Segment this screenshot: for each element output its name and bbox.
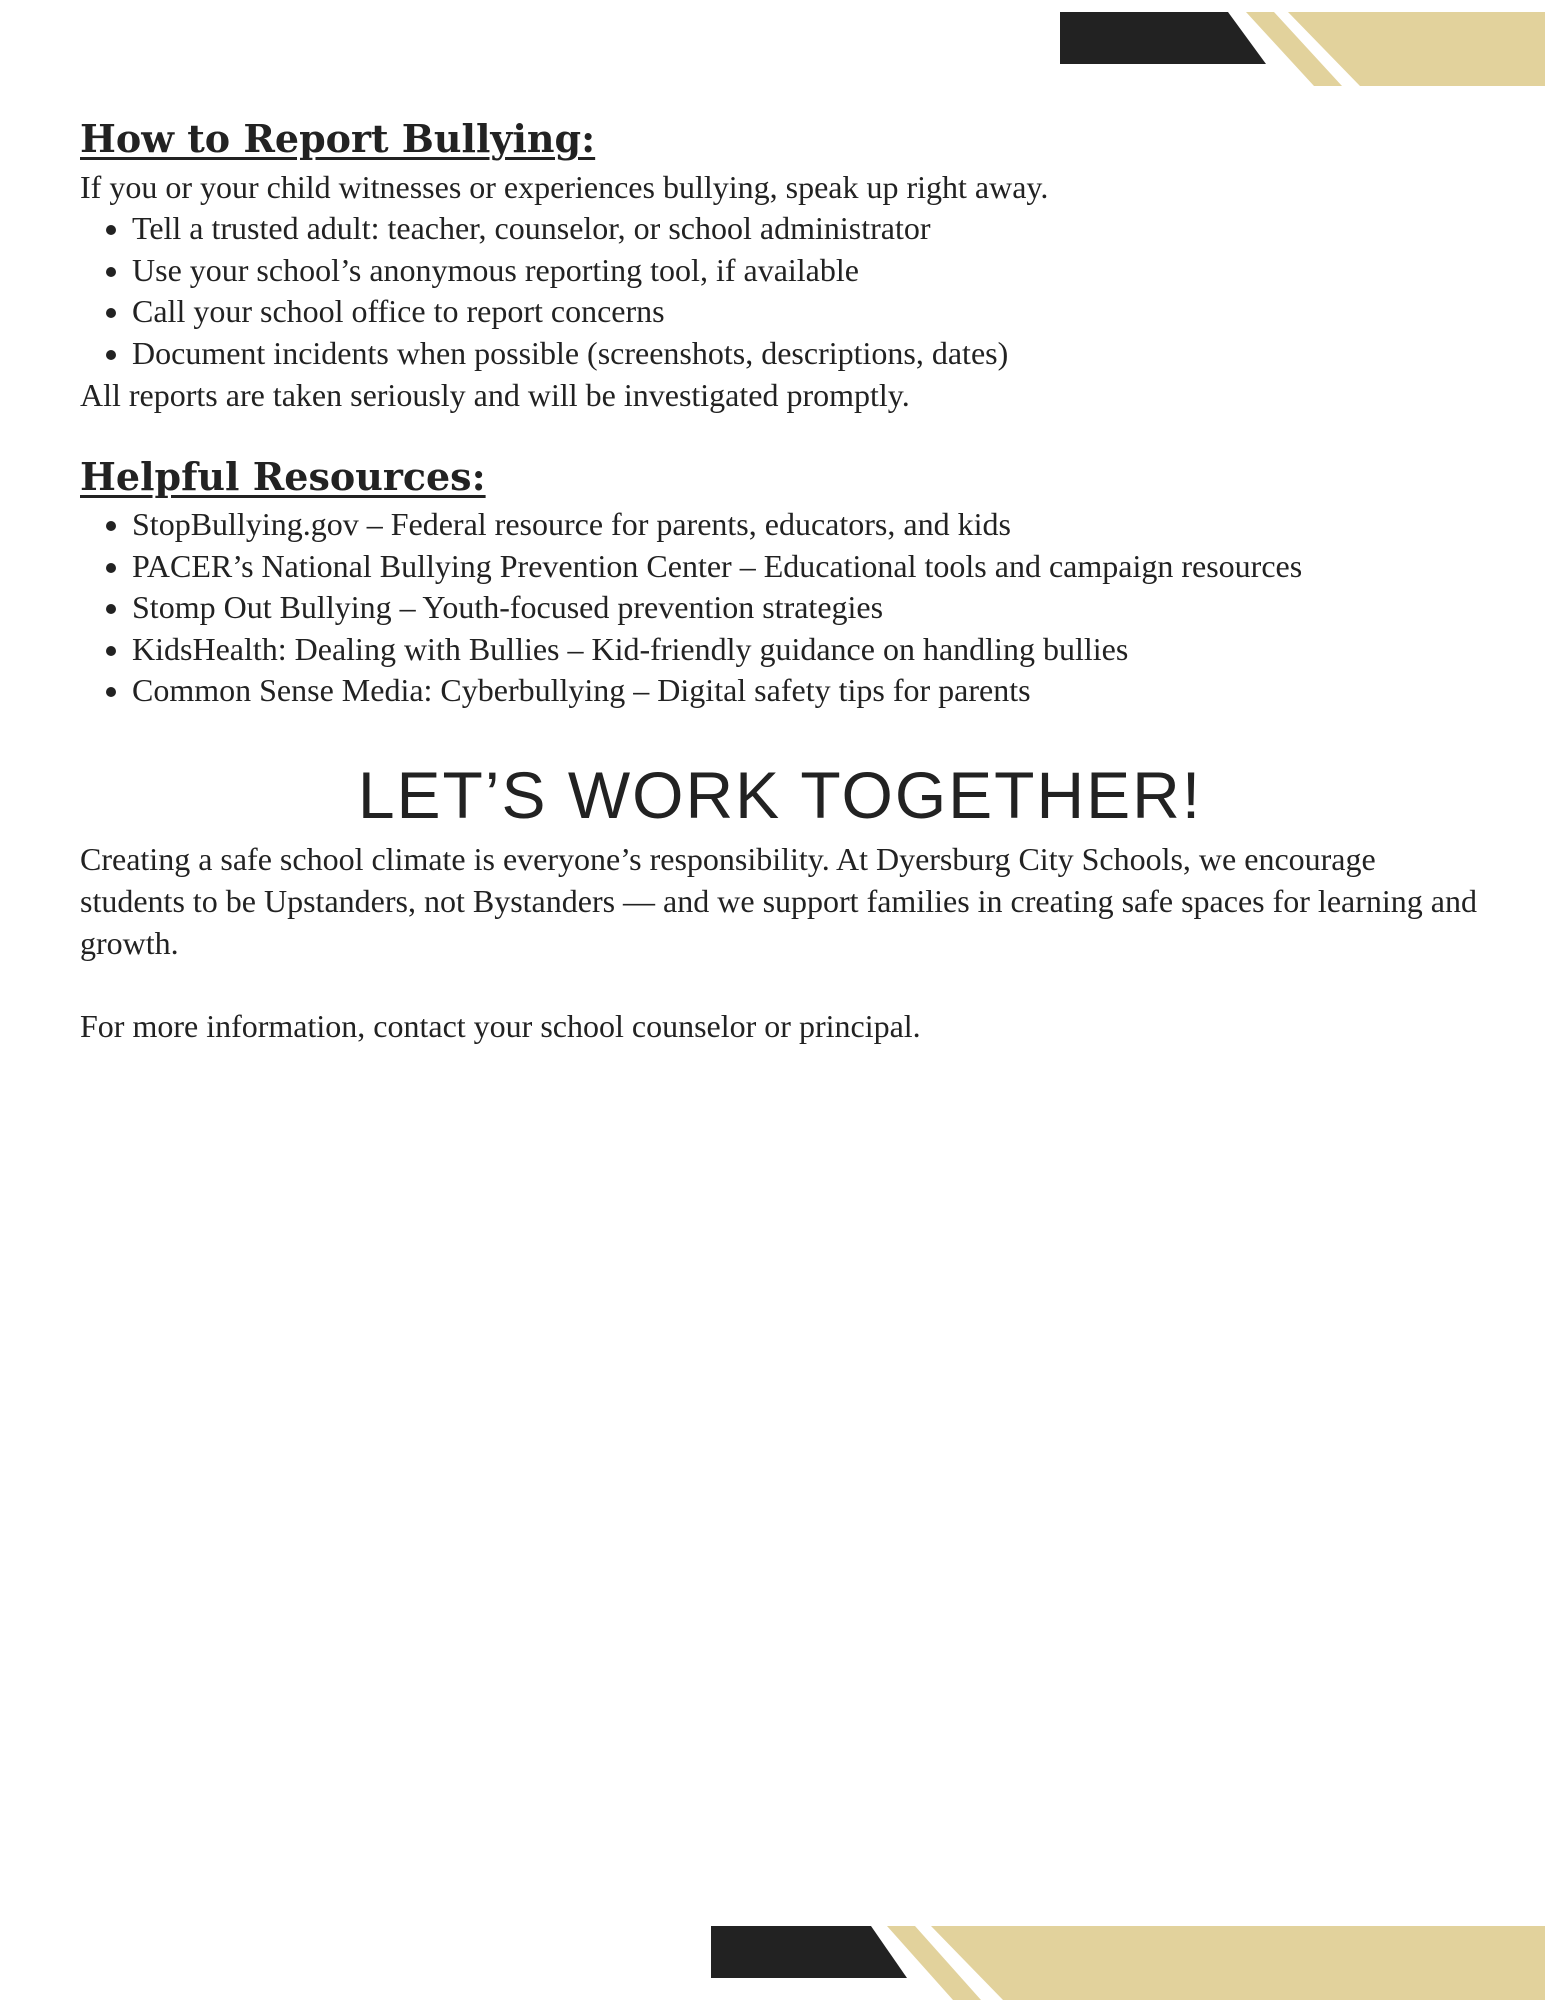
report-intro: If you or your child witnesses or experiences bullying, speak up right away. xyxy=(80,169,1049,205)
list-item: • Call your school office to report concerns xyxy=(132,291,1480,333)
bottom-gold-band xyxy=(931,1926,1545,2000)
resources-list xyxy=(80,504,1480,712)
list-item: • Tell a trusted adult: teacher, counselor, or school administrator xyxy=(132,208,1480,250)
spacer xyxy=(80,964,1480,1005)
top-decorative-banner xyxy=(1060,12,1545,88)
list-item: • PACER’s National Bullying Prevention Center – Educational tools and campaign resources xyxy=(132,546,1480,588)
work-together-title: LET’S WORK TOGETHER! xyxy=(357,757,1203,832)
resources-heading: Helpful Resources: xyxy=(80,454,486,499)
list-item: • KidsHealth: Dealing with Bullies – Kid-friendly guidance on handling bullies xyxy=(132,629,1480,671)
spacer xyxy=(80,712,1480,752)
report-closing: All reports are taken seriously and will be investigated promptly. xyxy=(80,377,910,413)
list-item: • Use your school’s anonymous reporting tool, if available xyxy=(132,250,1480,292)
work-together-body: Creating a safe school climate is everyone’s responsibility. At Dyersburg City Schools, we encourage students to be Upstanders, not Bystanders — and we support families in creating safe spaces for learning and growth. xyxy=(80,840,1477,961)
list-item: • Document incidents when possible (screenshots, descriptions, dates) xyxy=(132,333,1480,375)
spacer xyxy=(80,416,1480,450)
top-black-bar xyxy=(1060,12,1266,64)
contact-info: For more information, contact your school counselor or principal. xyxy=(80,1007,921,1044)
bottom-decorative-banner xyxy=(705,1926,1545,2000)
document-content xyxy=(80,112,1480,1047)
list-item: • Stomp Out Bullying – Youth-focused prevention strategies xyxy=(132,587,1480,629)
bottom-black-bar xyxy=(711,1926,907,1978)
list-item: • Common Sense Media: Cyberbullying – Digital safety tips for parents xyxy=(132,670,1480,712)
report-list xyxy=(80,208,1480,374)
list-item: • StopBullying.gov – Federal resource for parents, educators, and kids xyxy=(132,504,1480,546)
report-heading: How to Report Bullying: xyxy=(80,116,596,161)
